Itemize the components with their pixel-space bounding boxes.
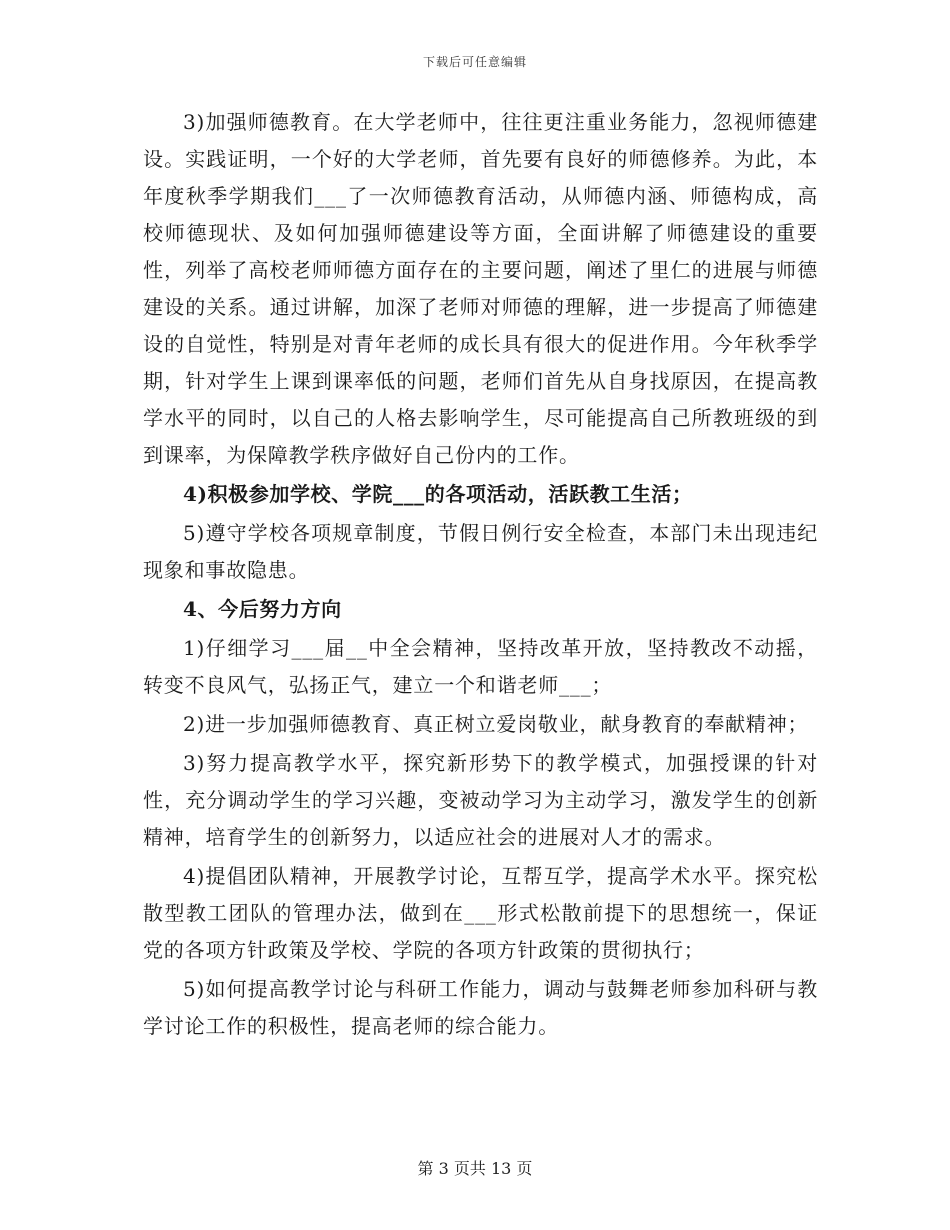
paragraph-research-ability: 5)如何提高教学讨论与科研工作能力，调动与鼓舞老师参加科研与教学讨论工作的积极性，提高老师的综合能力。 [143, 977, 818, 1038]
page-number: 第 3 页共 13 页 [417, 1159, 533, 1178]
paragraph-teaching-level: 3)努力提高教学水平，探究新形势下的教学模式，加强授课的针对性，充分调动学生的学习兴趣，变被动学习为主动学习，激发学生的创新精神，培育学生的创新努力，以适应社会的进展对人才的需求。 [143, 751, 818, 849]
paragraph-teacher-ethics: 3)加强师德教育。在大学老师中，往往更注重业务能力，忽视师德建设。实践证明，一个好的大学老师，首先要有良好的师德修养。为此，本年度秋季学期我们___了一次师德教育活动，从师德内涵、师德构成，高校师德现状、及如何加强师德建设等方面，全面讲解了师德建设的重要性，列举了高校老师师德方面存在的主要问题，阐述了里仁的进展与师德建设的关系。通过讲解，加深了老师对师德的理解，进一步提高了师德建设的自觉性，特别是对青年老师的成长具有很大的促进作用。今年秋季学期，针对学生上课到课率低的问题，老师们首先从自身找原因，在提高教学水平的同时，以自己的人格去影响学生，尽可能提高自己所教班级的到到课率，为保障教学秩序做好自己份内的工作。 [143, 110, 818, 467]
paragraph-regulations: 5)遵守学校各项规章制度，节假日例行安全检查，本部门未出现违纪现象和事故隐患。 [143, 521, 818, 582]
document-body [143, 104, 818, 1045]
paragraph-activities: 4)积极参加学校、学院___的各项活动，活跃教工生活； [183, 482, 693, 506]
paragraph-team-spirit: 4)提倡团队精神，开展教学讨论，互帮互学，提高学术水平。探究松散型教工团队的管理办法，做到在___形式松散前提下的思想统一，保证党的各项方针政策及学校、学院的各项方针政策的贯彻执行； [143, 864, 818, 962]
paragraph-ethics-education: 2)进一步加强师德教育、真正树立爱岗敬业，献身教育的奉献精神； [183, 712, 809, 736]
page-header-note: 下载后可任意编辑 [422, 55, 527, 69]
section-heading-future-direction: 4、今后努力方向 [183, 597, 342, 621]
paragraph-study-spirit: 1)仔细学习___届__中全会精神，坚持改革开放，坚持教改不动摇，转变不良风气，弘扬正气，建立一个和谐老师___； [143, 636, 818, 697]
